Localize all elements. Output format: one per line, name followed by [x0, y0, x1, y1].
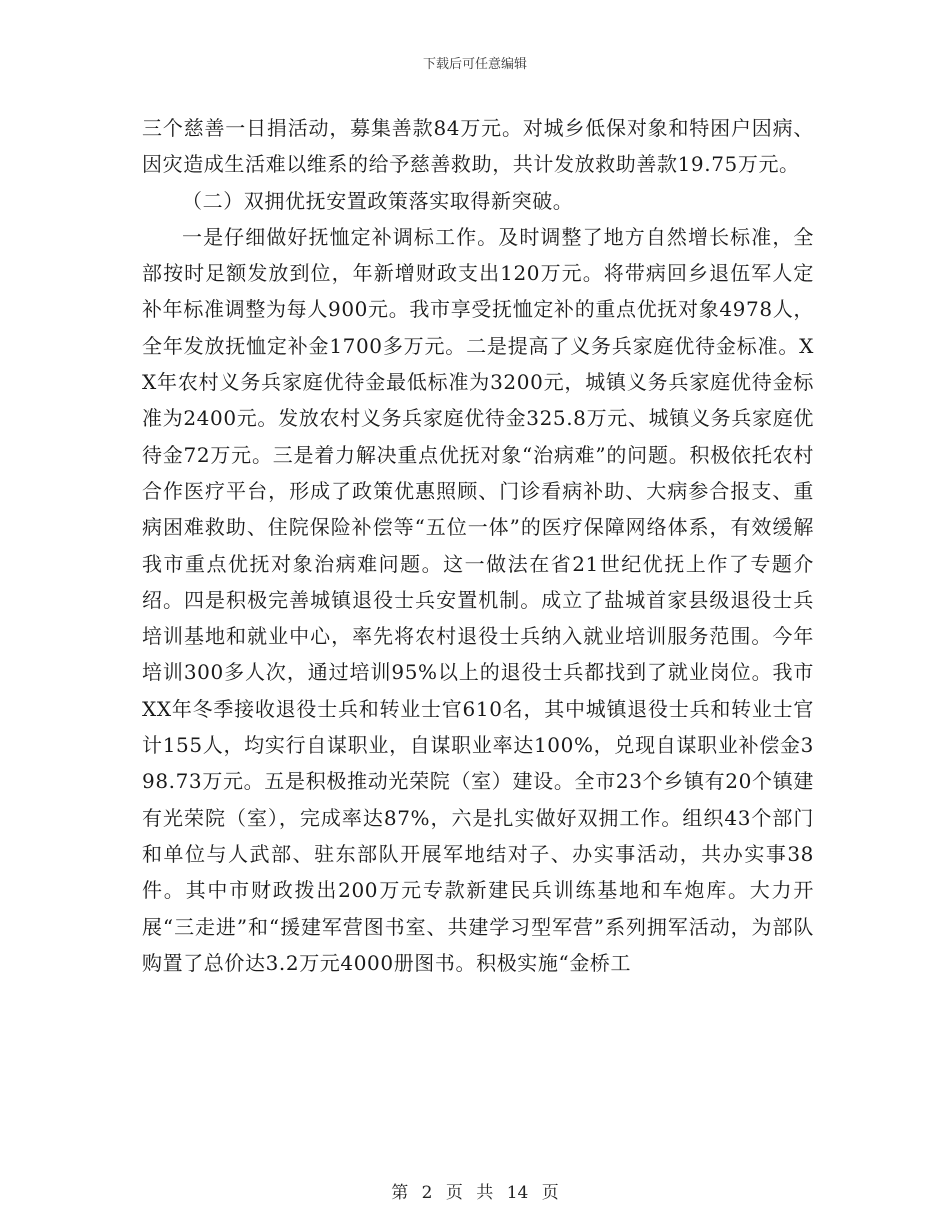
footer-page-label: 第	[391, 1183, 409, 1203]
footer-current-page: 2	[421, 1183, 433, 1203]
page-footer	[0, 1178, 950, 1203]
page-header: 下载后可任意编辑	[422, 57, 527, 72]
section-heading: （二）双拥优抚安置政策落实取得新突破。	[182, 188, 574, 213]
footer-page-unit: 页	[445, 1183, 463, 1203]
document-body	[142, 110, 814, 981]
paragraph: 一是仔细做好抚恤定补调标工作。及时调整了地方自然增长标准，全部按时足额发放到位，年新增财政支出120万元。将带病回乡退伍军人定补年标准调整为每人900元。我市享受抚恤定补的重点优抚对象4978人，全年发放抚恤定补金1700多万元。二是提高了义务兵家庭优待金标准。XX年农村义务兵家庭优待金最低标准为3200元，城镇义务兵家庭优待金标准为2400元。发放农村义务兵家庭优待金325.8万元、城镇义务兵家庭优待金72万元。三是着力解决重点优抚对象“治病难”的问题。积极依托农村合作医疗平台，形成了政策优惠照顾、门诊看病补助、大病参合报支、重病困难救助、住院保险补偿等“五位一体”的医疗保障网络体系，有效缓解我市重点优抚对象治病难问题。这一做法在省21世纪优抚上作了专题介绍。四是积极完善城镇退役士兵安置机制。成立了盐城首家县级退役士兵培训基地和就业中心，率先将农村退役士兵纳入就业培训服务范围。今年培训300多人次，通过培训95%以上的退役士兵都找到了就业岗位。我市XX年冬季接收退役士兵和转业士官610名，其中城镇退役士兵和转业士官计155人，均实行自谋职业，自谋职业率达100%，兑现自谋职业补偿金398.73万元。五是积极推动光荣院（室）建设。全市23个乡镇有20个镇建有光荣院（室），完成率达87%，六是扎实做好双拥工作。组织43个部门和单位与人武部、驻东部队开展军地结对子、办实事活动，共办实事38件。其中市财政拨出200万元专款新建民兵训练基地和车炮库。大力开展“三走进”和“援建军营图书室、共建学习型军营”系列拥军活动，为部队购置了总价达3.2万元4000册图书。积极实施“金桥工	[142, 224, 814, 975]
footer-total-label: 共	[476, 1183, 494, 1203]
footer-total-unit: 页	[541, 1183, 559, 1203]
footer-total-pages: 14	[506, 1183, 529, 1203]
paragraph-continued: 三个慈善一日捐活动，募集善款84万元。对城乡低保对象和特困户因病、因灾造成生活难以维系的给予慈善救助，共计发放救助善款19.75万元。	[142, 116, 814, 177]
